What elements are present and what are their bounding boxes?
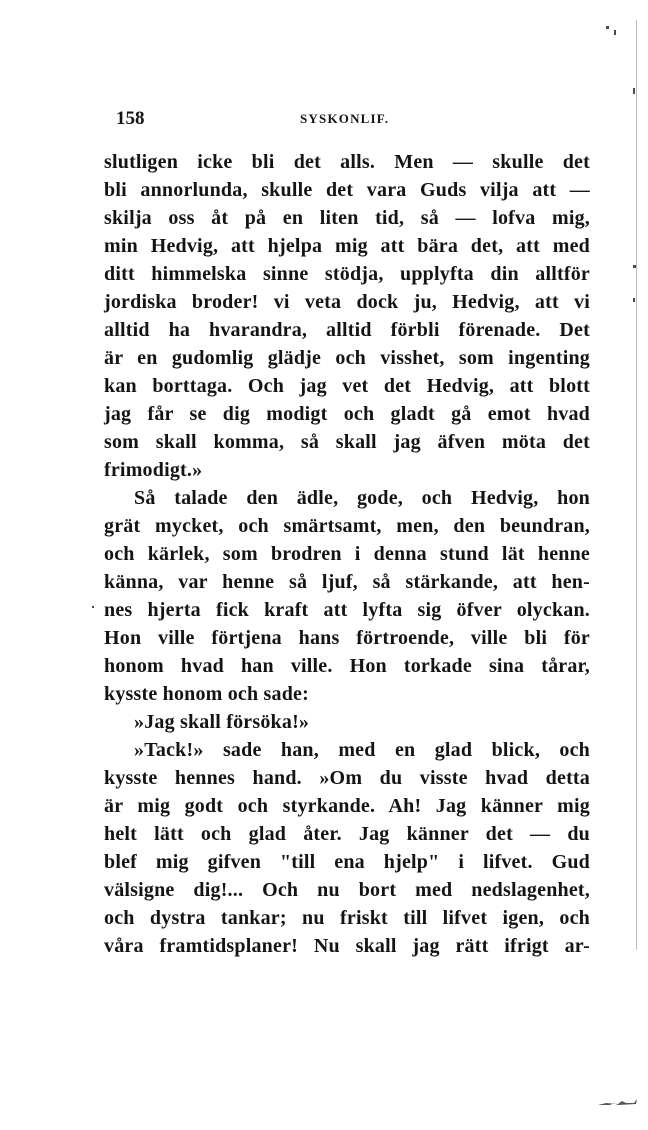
text-line: jag får se dig modigt och gladt gå emot hvad [104,403,590,425]
page-edge-shadow [636,20,637,950]
text-line: som skall komma, så skall jag äfven möta det [104,431,590,453]
page-header [104,108,590,132]
text-line: skilja oss åt på en liten tid, så — lofva mig, [104,207,590,229]
text-line: frimodigt.» [104,459,203,481]
scan-speck-margin-3 [633,298,635,302]
text-line: »Jag skall försöka!» [134,711,310,733]
text-line: och dystra tankar; nu friskt till lifvet igen, och [104,907,590,929]
scan-corner-smudge [596,1094,638,1104]
text-line: alltid ha hvarandra, alltid förbli förenade. Det [104,319,590,341]
text-line: bli annorlunda, skulle det vara Guds vilja att — [104,179,590,201]
running-head: SYSKONLIF. [300,111,390,126]
text-line: och kärlek, som brodren i denna stund lät henne [104,543,590,565]
text-line: Så talade den ädle, gode, och Hedvig, hon [134,487,590,509]
text-line: grät mycket, och smärtsamt, men, den beundran, [104,515,590,537]
text-line: ditt himmelska sinne stödja, upplyfta din alltför [104,263,590,285]
text-line: slutligen icke bli det alls. Men — skulle det [104,151,590,173]
text-line: nes hjerta fick kraft att lyfta sig öfver olyckan. [104,599,590,621]
text-line: kysste honom och sade: [104,683,309,705]
scan-speck-margin-2 [633,265,636,268]
text-line: våra framtidsplaner! Nu skall jag rätt ifrigt ar- [104,935,590,957]
scan-speck-left [92,606,94,608]
text-line: honom hvad han ville. Hon torkade sina tårar, [104,655,590,677]
scan-speck-top-2 [614,30,616,35]
scan-speck-margin [633,88,635,94]
body-text [104,148,590,960]
text-line: min Hedvig, att hjelpa mig att bära det, att med [104,235,590,257]
text-line: känna, var henne så ljuf, så stärkande, att hen- [104,571,590,593]
text-line: kan borttaga. Och jag vet det Hedvig, att blott [104,375,590,397]
text-line: Hon ville förtjena hans förtroende, ville bli för [104,627,590,649]
text-line: är en gudomlig glädje och visshet, som ingenting [104,347,590,369]
page-number: 158 [116,108,145,129]
text-line: blef mig gifven "till ena hjelp" i lifvet. Gud [104,851,590,873]
text-line: är mig godt och styrkande. Ah! Jag känner mig [104,795,590,817]
text-line: »Tack!» sade han, med en glad blick, och [134,739,590,761]
text-line: helt lätt och glad åter. Jag känner det — du [104,823,590,845]
text-line: välsigne dig!... Och nu bort med nedslagenhet, [104,879,590,901]
scan-speck-top [606,26,609,29]
text-line: kysste hennes hand. »Om du visste hvad detta [104,767,590,789]
text-line: jordiska broder! vi veta dock ju, Hedvig, att vi [104,291,590,313]
